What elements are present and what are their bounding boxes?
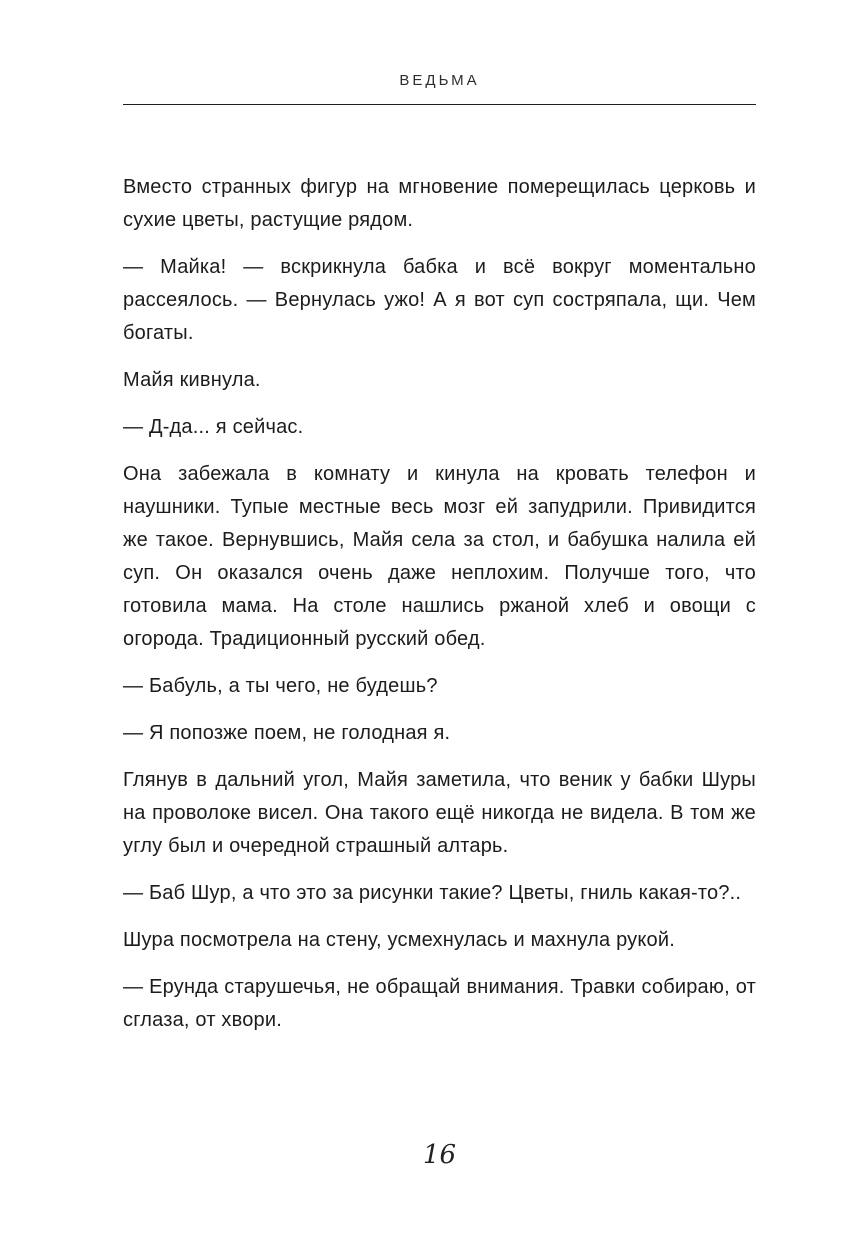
paragraph: — Баб Шур, а что это за рисунки такие? Цветы, гниль какая-то?.. — [123, 882, 742, 904]
paragraph: Она забежала в комнату и кинула на кровать телефон и наушники. Тупые местные весь мозг ей запудрили. Привидится же такое. Вернувшись, Майя села за стол, и бабушка налила ей суп. Он оказался очень даже неплохим. Получше того, что готовила мама. На столе нашлись ржаной хлеб и овощи с огорода. Традиционный русский обед. — [123, 463, 756, 650]
paragraph: — Бабуль, а ты чего, не будешь? — [123, 675, 438, 697]
paragraph: Глянув в дальний угол, Майя заметила, что веник у бабки Шуры на проволоке висел. Она такого ещё никогда не видела. В том же углу был и очередной страшный алтарь. — [123, 769, 756, 857]
paragraph: Вместо странных фигур на мгновение померещилась церковь и сухие цветы, растущие рядом. — [123, 176, 756, 231]
paragraph: — Ерунда старушечья, не обращай внимания. Травки собираю, от сглаза, от хвори. — [123, 976, 756, 1031]
paragraph: Майя кивнула. — [123, 369, 261, 391]
paragraph: — Д-да... я сейчас. — [123, 416, 304, 438]
paragraph: — Майка! — вскрикнула бабка и всё вокруг моментально рассеялось. — Вернулась ужо! А я вот суп состряпала, щи. Чем богаты. — [123, 256, 756, 344]
running-head-title: ВЕДЬМА — [399, 72, 480, 89]
header-rule — [123, 104, 756, 105]
page-header — [123, 72, 756, 105]
page-number: 16 — [422, 1140, 457, 1170]
paragraph: Шура посмотрела на стену, усмехнулась и махнула рукой. — [123, 929, 675, 951]
body-text — [123, 171, 756, 1037]
paragraph: — Я попозже поем, не голодная я. — [123, 722, 451, 744]
